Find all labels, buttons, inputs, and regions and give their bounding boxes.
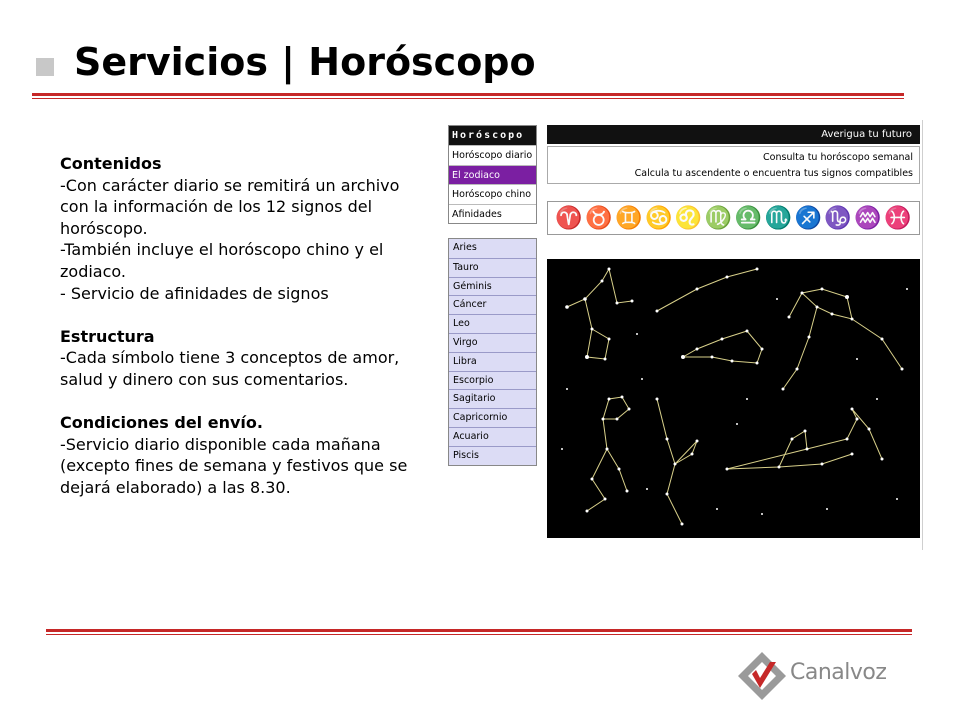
condiciones-heading: Condiciones del envío. [60,413,263,433]
pisces-icon[interactable]: ♓ [884,205,912,231]
link-weekly-horoscope[interactable]: Consulta tu horóscopo semanal [763,152,913,163]
condiciones-line: (excepto fines de semana y festivos que se [60,456,408,476]
title-bullet [36,58,54,76]
page-title: Servicios | Horóscopo [74,40,536,84]
aries-icon[interactable]: ♈ [555,205,583,231]
zodiac-symbols-bar [547,201,920,235]
scorpio-icon[interactable]: ♏ [764,205,792,231]
sign-item-tauro[interactable]: Tauro [449,258,536,277]
signs-list [448,238,537,466]
contenidos-line: con la información de los 12 signos del [60,197,373,217]
sign-item-geminis[interactable]: Géminis [449,277,536,296]
taurus-icon[interactable]: ♉ [585,205,613,231]
sign-item-aries[interactable]: Aries [453,242,477,253]
libra-icon[interactable]: ♎ [734,205,763,231]
horoscope-menu [448,125,537,224]
menu-item-horoscopo-chino[interactable]: Horóscopo chino [449,184,536,204]
sign-item-sagitario[interactable]: Sagitario [449,389,536,408]
future-bar: Averigua tu futuro [547,125,920,144]
aquarius-icon[interactable]: ♒ [854,205,882,231]
contenidos-line: horóscopo. [60,218,148,238]
menu-item-el-zodiaco[interactable]: El zodiaco [449,165,536,185]
sign-item-acuario[interactable]: Acuario [449,427,536,446]
divider-top-thin [32,98,904,99]
cancer-icon[interactable]: ♋ [644,205,673,231]
sign-item-piscis[interactable]: Piscis [449,446,536,465]
sign-item-cancer[interactable]: Cáncer [449,295,536,314]
constellation-art [547,259,920,538]
sagittarius-icon[interactable]: ♐ [794,205,822,231]
virgo-icon[interactable]: ♍ [704,205,733,231]
divider-bottom-thin [46,634,912,635]
capricorn-icon[interactable]: ♑ [824,205,852,231]
panel-border [922,120,923,550]
contenidos-line: -Con carácter diario se remitirá un archivo [60,175,400,195]
sign-item-escorpio[interactable]: Escorpio [449,371,536,390]
sign-item-virgo[interactable]: Virgo [449,333,536,352]
content-text [60,153,422,499]
contenidos-heading: Contenidos [60,154,162,173]
sign-item-capricornio[interactable]: Capricornio [449,408,536,427]
sign-item-leo[interactable]: Leo [449,314,536,333]
links-box [547,146,920,184]
condiciones-line: dejará elaborado) a las 8.30. [60,477,291,497]
estructura-heading: Estructura [60,326,155,346]
contenidos-line: zodiaco. [60,261,126,281]
leo-icon[interactable]: ♌ [674,205,703,231]
estructura-line: salud y dinero con sus comentarios. [60,369,349,389]
divider-top [32,93,904,96]
gemini-icon[interactable]: ♊ [615,205,643,231]
contenidos-line: -También incluye el horóscopo chino y el [60,240,384,260]
sign-item-libra[interactable]: Libra [449,352,536,371]
estructura-line: -Cada símbolo tiene 3 conceptos de amor, [60,348,400,368]
menu-item-afinidades[interactable]: Afinidades [449,204,536,224]
link-ascendant[interactable]: Calcula tu ascendente o encuentra tus signos compatibles [634,168,913,179]
contenidos-line: - Servicio de afinidades de signos [60,283,329,303]
condiciones-line: -Servicio diario disponible cada mañana [60,434,381,454]
logo-text: Canalvoz [790,660,887,685]
menu-item-horoscopo-diario[interactable]: Horóscopo diario [449,145,536,165]
divider-bottom [46,629,912,632]
constellation-map[interactable] [547,259,920,538]
menu-header: Horóscopo [449,126,536,145]
